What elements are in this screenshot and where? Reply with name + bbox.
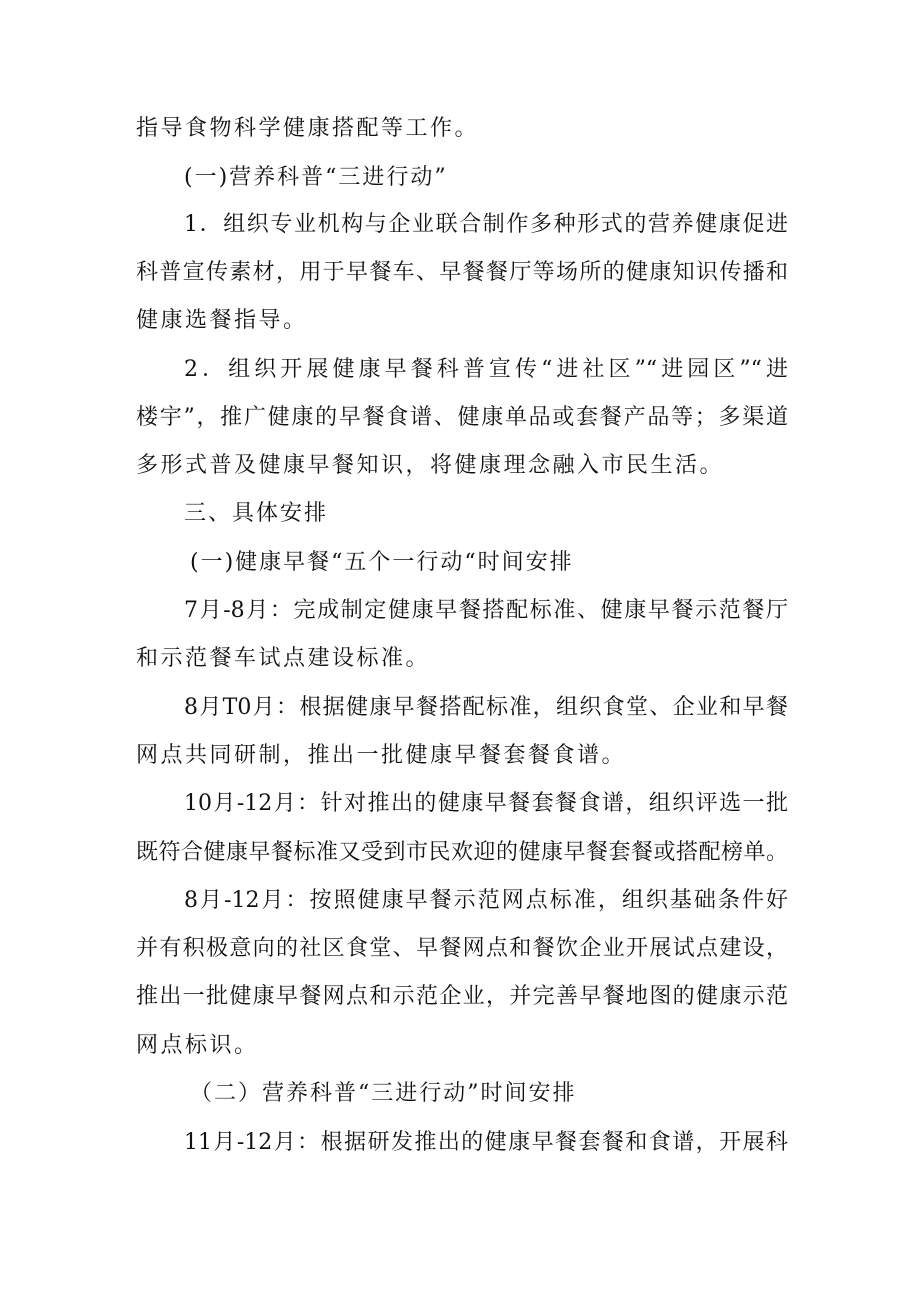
paragraph-line: 并有积极意向的社区食堂、早餐网点和餐饮企业开展试点建设， [136,936,788,961]
paragraph-line: 10月-12月：针对推出的健康早餐套餐食谱，组织评选一批 [184,791,788,816]
paragraph-line: 多形式普及健康早餐知识，将健康理念融入市民生活。 [136,453,725,478]
paragraph-line: 7月-8月：完成制定健康早餐搭配标准、健康早餐示范餐厅 [184,598,788,623]
paragraph-line: 网点共同研制，推出一批健康早餐套餐食谱。 [136,743,627,768]
paragraph-line: 既符合健康早餐标准又受到市民欢迎的健康早餐套餐或搭配榜单。 [136,840,788,865]
paragraph-line: 和示范餐车试点建设标准。 [136,646,431,671]
paragraph-line: 健康选餐指导。 [136,308,308,333]
paragraph-line: 8月T0月：根据健康早餐搭配标准，组织食堂、企业和早餐 [184,695,788,720]
section-heading: （二）营养科普“三进行动”时间安排 [190,1081,577,1106]
paragraph-line: 1．组织专业机构与企业联合制作多种形式的营养健康促进 [184,212,788,237]
paragraph-line: 楼宇”，推广健康的早餐食谱、健康单品或套餐产品等；多渠道 [136,405,788,430]
section-heading: (一)营养科普“三进行动” [184,165,448,190]
paragraph-line: 推出一批健康早餐网点和示范企业，并完善早餐地图的健康示范 [136,984,788,1009]
paragraph-line: 11月-12月：根据研发推出的健康早餐套餐和食谱，开展科 [184,1130,788,1155]
section-heading: (一)健康早餐“五个一行动“时间安排 [190,550,574,575]
paragraph-line: 8月-12月：按照健康早餐示范网点标准，组织基础条件好 [184,888,788,913]
paragraph-line: 网点标识。 [136,1033,259,1058]
paragraph-line: 2．组织开展健康早餐科普宣传“进社区”“进园区”“进 [184,357,788,382]
paragraph-line: 科普宣传素材，用于早餐车、早餐餐厅等场所的健康知识传播和 [136,260,788,285]
section-heading: 三、具体安排 [184,501,329,526]
paragraph-line: 指导食物科学健康搭配等工作。 [136,116,480,141]
